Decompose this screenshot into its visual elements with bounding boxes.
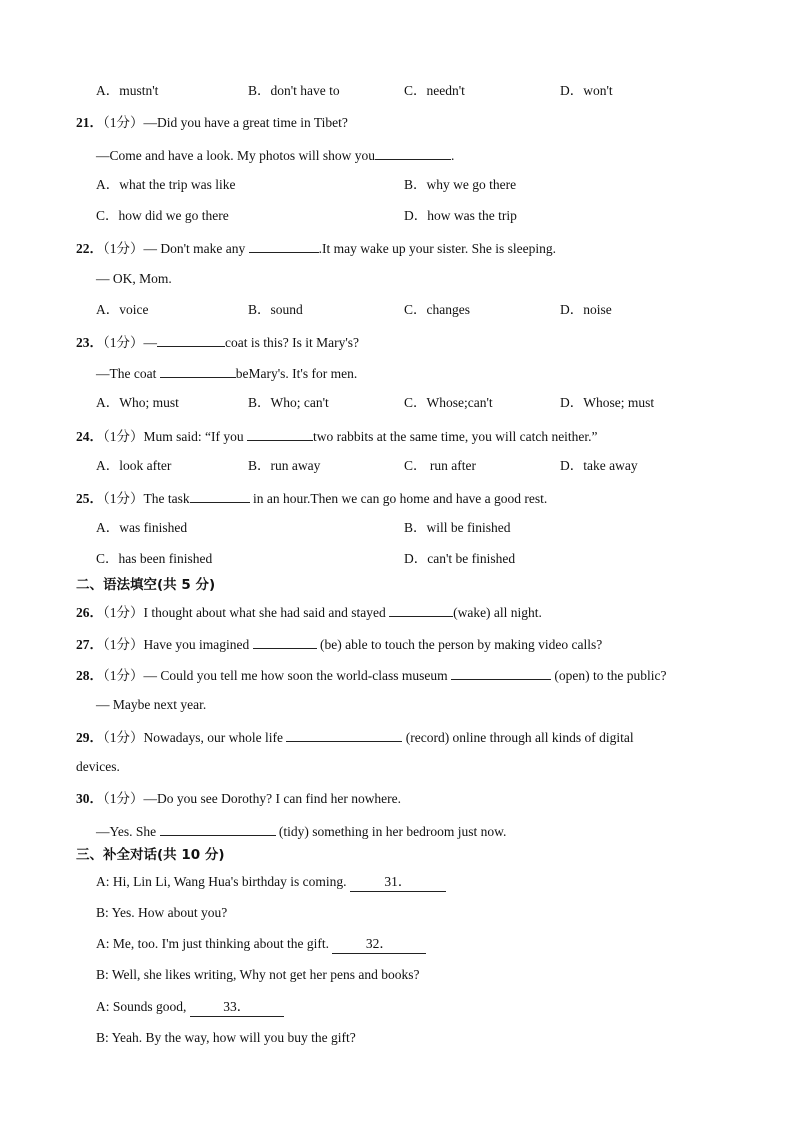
question-text: — [143,335,157,350]
question-22 [76,238,556,258]
question-number: 29． [76,730,103,745]
question-number: 22． [76,241,103,256]
question-text: The task [143,491,190,506]
question-score: （1分） [103,335,144,350]
question-28-line2: — Maybe next year. [96,697,207,712]
q20-option-a[interactable]: A．mustn't [96,83,159,98]
question-29 [76,727,634,747]
blank-number: 32． [365,936,393,951]
question-21-line2 [96,145,454,165]
q22-option-d[interactable]: D．noise [560,302,612,317]
q24-option-c[interactable]: C． run after [404,458,476,473]
q23-option-c[interactable]: C．Whose;can't [404,395,493,410]
question-score: （1分） [103,605,144,620]
question-text: —Did you have a great time in Tibet? [143,115,348,130]
question-number: 26． [76,605,103,620]
question-28 [76,665,666,685]
question-30-line2 [96,821,506,841]
q22-option-a[interactable]: A．voice [96,302,149,317]
question-text: (wake) all night. [453,605,542,620]
q23-option-a[interactable]: A．Who; must [96,395,179,410]
question-score: （1分） [103,241,144,256]
question-text: (be) able to touch the person by making video calls? [316,637,603,652]
answer-blank[interactable] [286,727,402,742]
question-text: .It may wake up your sister. She is sleeping. [318,241,557,256]
question-23 [76,332,359,352]
question-text: —The coat [96,366,160,381]
question-text: coat is this? Is it Mary's? [225,335,360,350]
q21-option-b[interactable]: B．why we go there [404,177,517,192]
question-number: 24． [76,429,103,444]
q25-option-b[interactable]: B．will be finished [404,520,511,535]
section-2-title: 二、语法填空(共 5 分) [76,577,216,593]
q20-option-c[interactable]: C．needn't [404,83,465,98]
q21-option-d[interactable]: D．how was the trip [404,208,517,223]
q23-option-d[interactable]: D．Whose; must [560,395,655,410]
q22-option-b[interactable]: B．sound [248,302,303,317]
dialog-line [96,1029,356,1047]
question-text: (record) online through all kinds of digital [402,730,634,745]
question-score: （1分） [103,115,144,130]
question-text: in an hour.Then we can go home and have a good rest. [249,491,548,506]
q20-option-b[interactable]: B．don't have to [248,83,340,98]
question-number: 28． [76,668,103,683]
dialog-line [96,998,284,1017]
answer-blank[interactable] [247,426,313,441]
question-24 [76,426,598,446]
q20-option-d[interactable]: D．won't [560,83,613,98]
answer-blank[interactable] [350,873,446,892]
question-text: (open) to the public? [550,668,667,683]
answer-blank[interactable] [157,332,225,347]
question-text: —Do you see Dorothy? I can find her nowhere. [143,791,402,806]
question-number: 23． [76,335,103,350]
question-30 [76,790,401,808]
question-text: — Could you tell me how soon the world-class museum [143,668,451,683]
question-29-line2: devices. [76,759,120,774]
dialog-line [96,873,446,892]
q24-option-b[interactable]: B．run away [248,458,321,473]
section-3-title: 三、补全对话(共 10 分) [76,847,225,863]
question-number: 21． [76,115,103,130]
q21-option-a[interactable]: A．what the trip was like [96,177,236,192]
dialog-text: A: Sounds good, [96,999,190,1014]
question-text: — Don't make any [143,241,249,256]
answer-blank[interactable] [160,363,236,378]
question-text: Have you imagined [143,637,253,652]
answer-blank[interactable] [253,634,317,649]
question-22-line2: — OK, Mom. [96,271,172,286]
question-text: beMary's. It's for men. [235,366,358,381]
question-text: (tidy) something in her bedroom just now. [275,824,507,839]
dialog-text: A: Hi, Lin Li, Wang Hua's birthday is coming. [96,874,350,889]
answer-blank[interactable] [332,935,426,954]
question-text: Nowadays, our whole life [143,730,287,745]
blank-number: 31． [384,874,412,889]
q25-option-a[interactable]: A．was finished [96,520,188,535]
dialog-text: B: Well, she likes writing, Why not get her pens and books? [96,967,420,982]
question-27 [76,634,602,654]
blank-number: 33． [223,999,251,1014]
dialog-line [96,935,426,954]
question-text: two rabbits at the same time, you will catch neither.” [313,429,598,444]
dialog-line [96,966,420,984]
q21-option-c[interactable]: C．how did we go there [96,208,229,223]
answer-blank[interactable] [190,488,250,503]
question-score: （1分） [103,491,144,506]
question-score: （1分） [103,791,144,806]
dialog-text: A: Me, too. I'm just thinking about the gift. [96,936,333,951]
q22-option-c[interactable]: C．changes [404,302,470,317]
answer-blank[interactable] [451,665,551,680]
dialog-text: B: Yeah. By the way, how will you buy the gift? [96,1030,356,1045]
question-score: （1分） [103,668,144,683]
question-23-line2 [96,363,357,383]
question-text: . [450,148,455,163]
question-number: 30． [76,791,103,806]
dialog-line [96,904,227,922]
question-text: —Yes. She [96,824,160,839]
q25-option-c[interactable]: C．has been finished [96,551,213,566]
question-number: 27． [76,637,103,652]
dialog-text: B: Yes. How about you? [96,905,228,920]
question-25 [76,488,547,508]
question-number: 25． [76,491,103,506]
q25-option-d[interactable]: D．can't be finished [404,551,516,566]
question-21 [76,114,348,132]
question-26 [76,602,542,622]
q24-option-a[interactable]: A．look after [96,458,172,473]
question-score: （1分） [103,730,144,745]
question-text: —Come and have a look. My photos will show you [96,148,375,163]
q24-option-d[interactable]: D．take away [560,458,638,473]
question-score: （1分） [103,429,144,444]
answer-blank[interactable] [375,145,451,160]
answer-blank[interactable] [389,602,453,617]
q23-option-b[interactable]: B．Who; can't [248,395,329,410]
question-text: Mum said: “If you [143,429,247,444]
question-score: （1分） [103,637,144,652]
answer-blank[interactable] [160,821,276,836]
answer-blank[interactable] [190,998,284,1017]
question-text: I thought about what she had said and stayed [143,605,390,620]
answer-blank[interactable] [249,238,319,253]
